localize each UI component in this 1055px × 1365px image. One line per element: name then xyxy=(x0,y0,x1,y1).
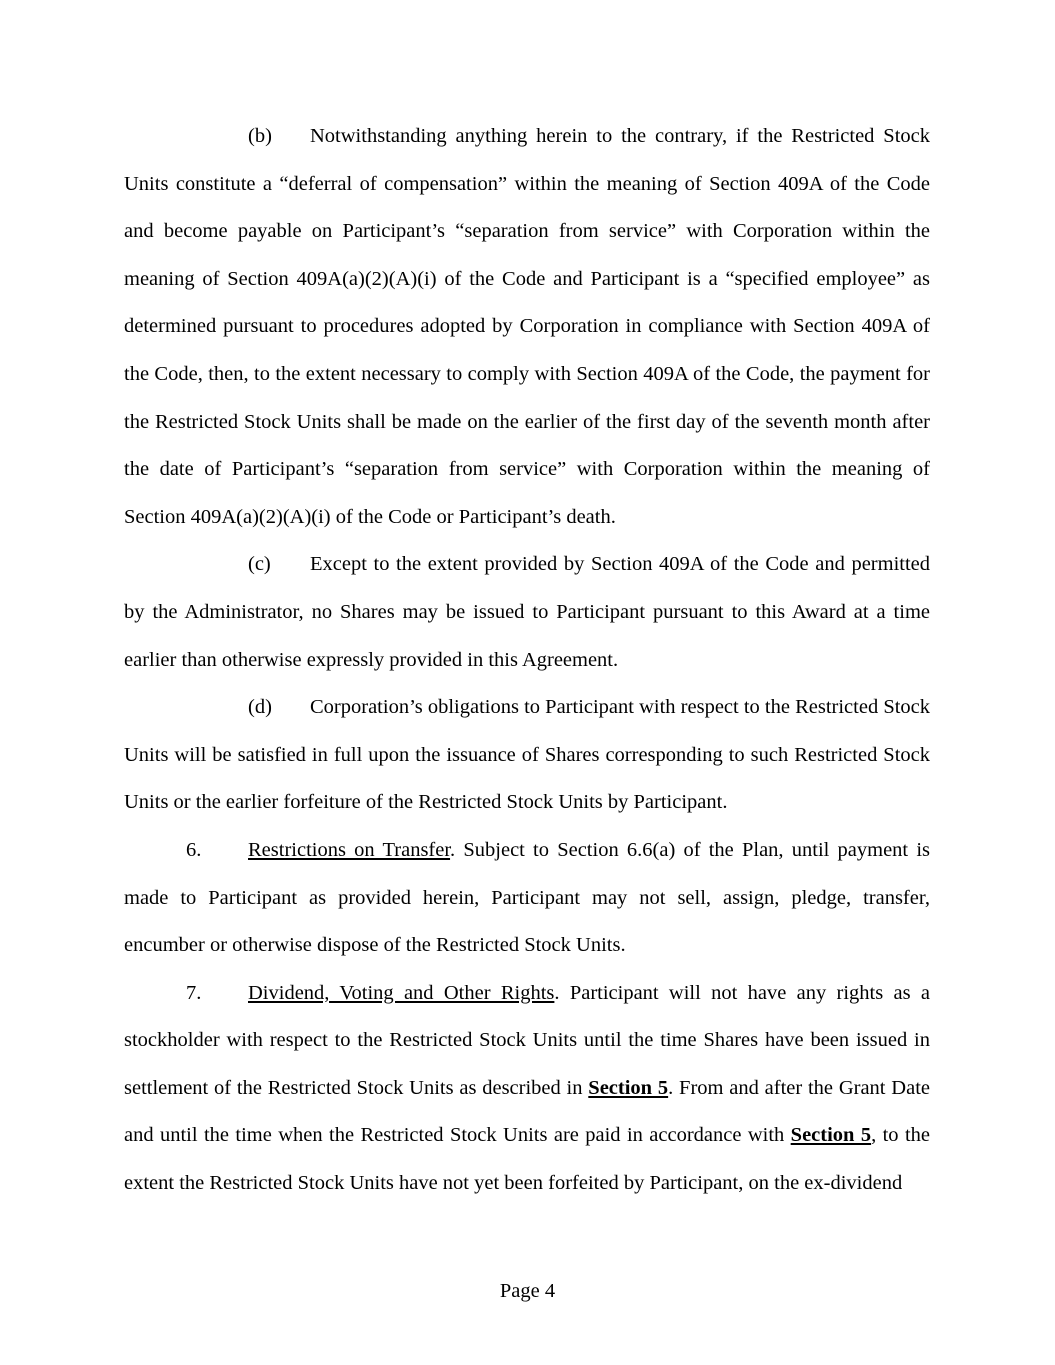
paragraph-text: Notwithstanding anything herein to the contrary, if the Restricted Stock Units constitute a “deferral of compensation” within the meaning of Section 409A of the Code and become payable on Participant’s “separation from service” with Corporation within the meaning of Section 409A(a)(2)(A)(i) of the Code and Participant is a “specified employee” as determined pursuant to procedures adopted by Corporation in compliance with Section 409A of the Code, then, to the extent necessary to comply with Section 409A of the Code, the payment for the Restricted Stock Units shall be made on the earlier of the first day of the seventh month after the date of Participant’s “separation from service” with Corporation within the meaning of Section 409A(a)(2)(A)(i) of the Code or Participant’s death. xyxy=(124,125,930,528)
section-text: . From and after the Grant Date and until the time when the Restricted Stock Units are paid in accordance with xyxy=(124,1076,930,1147)
section-text: . Participant will not have any rights as a stockholder with respect to the Restricted Stock Units until the time Shares have been issued in settlement of the Restricted Stock Units as described in xyxy=(124,981,931,1099)
section-reference: Section 5 xyxy=(790,1124,872,1147)
section-text: . Subject to Section 6.6(a) of the Plan, until payment is made to Participant as provided herein, Participant may not sell, assign, pledge, transfer, encumber or otherwise dispose of the Restricted Stock Units. xyxy=(124,838,930,957)
section-heading: Restrictions on Transfer xyxy=(248,838,451,861)
section-text: , to the extent the Restricted Stock Units have not yet been forfeited by Participant, on the ex-dividend xyxy=(124,1124,930,1195)
document-body xyxy=(124,113,930,1208)
paragraph-marker: (b) xyxy=(248,125,272,147)
page-number: Page 4 xyxy=(499,1280,556,1302)
paragraph-text: Except to the extent provided by Section 409A of the Code and permitted by the Administrator, no Shares may be issued to Participant pursuant to this Award at a time earlier than otherwise expressly provided in this Agreement. xyxy=(124,553,930,671)
paragraph-b xyxy=(124,113,930,541)
section-number: 6. xyxy=(186,838,202,861)
section-6 xyxy=(124,827,930,970)
paragraph-c xyxy=(124,541,930,684)
section-7 xyxy=(124,970,930,1208)
section-number: 7. xyxy=(186,981,202,1004)
paragraph-text: Corporation’s obligations to Participant with respect to the Restricted Stock Units will be satisfied in full upon the issuance of Shares corresponding to such Restricted Stock Units or the earlier forfeiture of the Restricted Stock Units by Participant. xyxy=(124,696,931,814)
paragraph-marker: (c) xyxy=(248,553,271,576)
section-heading: Dividend, Voting and Other Rights xyxy=(248,981,555,1004)
paragraph-d xyxy=(124,684,930,827)
paragraph-marker: (d) xyxy=(248,696,272,719)
section-reference: Section 5 xyxy=(588,1076,669,1099)
